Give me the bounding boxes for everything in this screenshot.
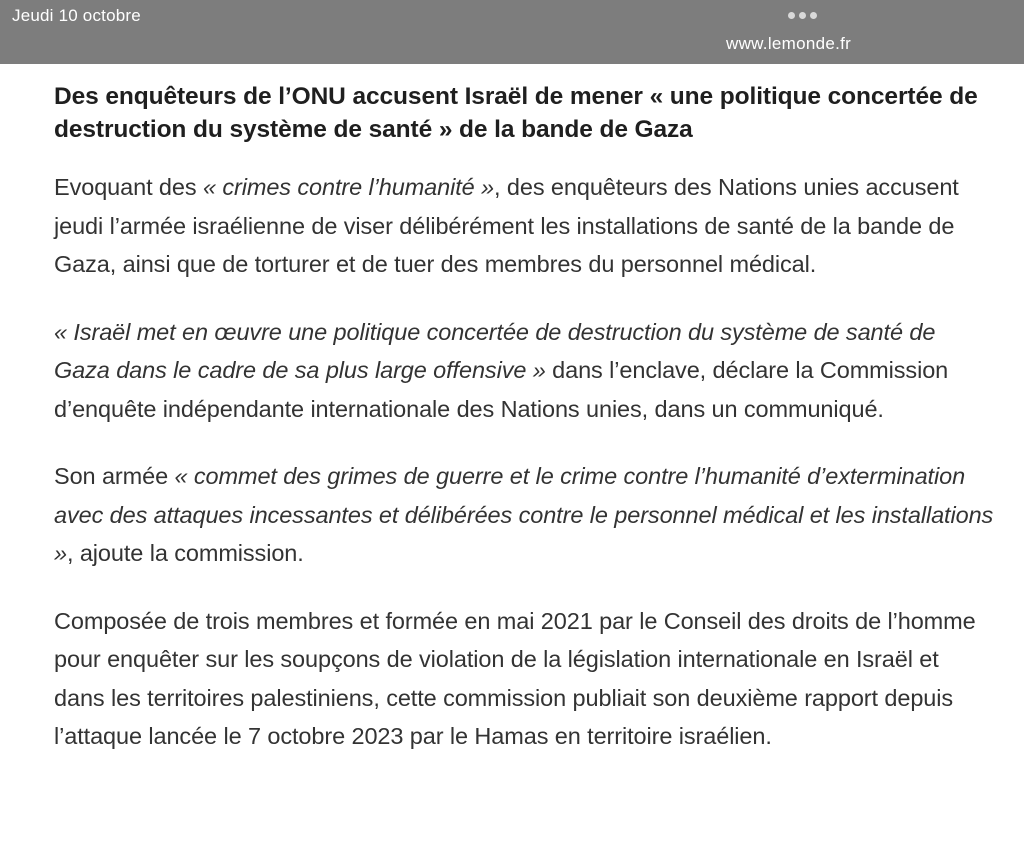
article-body bbox=[54, 80, 994, 785]
status-date: Jeudi 10 octobre bbox=[12, 6, 141, 25]
more-dots-icon[interactable] bbox=[788, 12, 817, 19]
dot bbox=[810, 12, 817, 19]
text-segment: Composée de trois membres et formée en mai 2021 par le Conseil des droits de l’homme pour enquêter sur les soupçons de violation de la législation internationale en Israël et dans les territoires palestiniens, cette commission publiait son deuxième rapport depuis l’attaque lancée le 7 octobre 2023 par le Hamas en territoire israélien. bbox=[54, 607, 976, 749]
article-paragraph-3 bbox=[54, 457, 994, 573]
quote-segment: « commet des grimes de guerre et le crime contre l’humanité d’extermination avec des attaques incessantes et délibérées contre le personnel médical et les installations » bbox=[54, 463, 994, 566]
text-segment: Son armée bbox=[54, 463, 175, 489]
article-paragraph-4 bbox=[54, 602, 994, 756]
text-segment: , ajoute la commission. bbox=[66, 540, 304, 566]
text-segment: , des enquêteurs des Nations unies accusent jeudi l’armée israélienne de viser délibérément les installations de santé de la bande de Gaza, ainsi que de torturer et de tuer des membres du personnel médical. bbox=[54, 174, 959, 277]
dot bbox=[788, 12, 795, 19]
text-segment: Evoquant des bbox=[54, 174, 203, 200]
site-url[interactable]: www.lemonde.fr bbox=[726, 34, 852, 53]
quote-segment: « crimes contre l’humanité » bbox=[202, 174, 495, 200]
article-paragraph-2 bbox=[54, 313, 994, 429]
article-headline: Des enquêteurs de l’ONU accusent Israël de mener « une politique concertée de destruction du système de santé » de la bande de Gaza bbox=[54, 83, 978, 143]
dot bbox=[799, 12, 806, 19]
text-segment: dans l’enclave, déclare la Commission d’enquête indépendante internationale des Nations unies, dans un communiqué. bbox=[54, 357, 949, 422]
quote-segment: « Israël met en œuvre une politique concertée de destruction du système de santé de Gaza dans le cadre de sa plus large offensive » bbox=[54, 318, 936, 383]
article-paragraph-1 bbox=[54, 168, 994, 284]
status-bar bbox=[0, 0, 1024, 64]
